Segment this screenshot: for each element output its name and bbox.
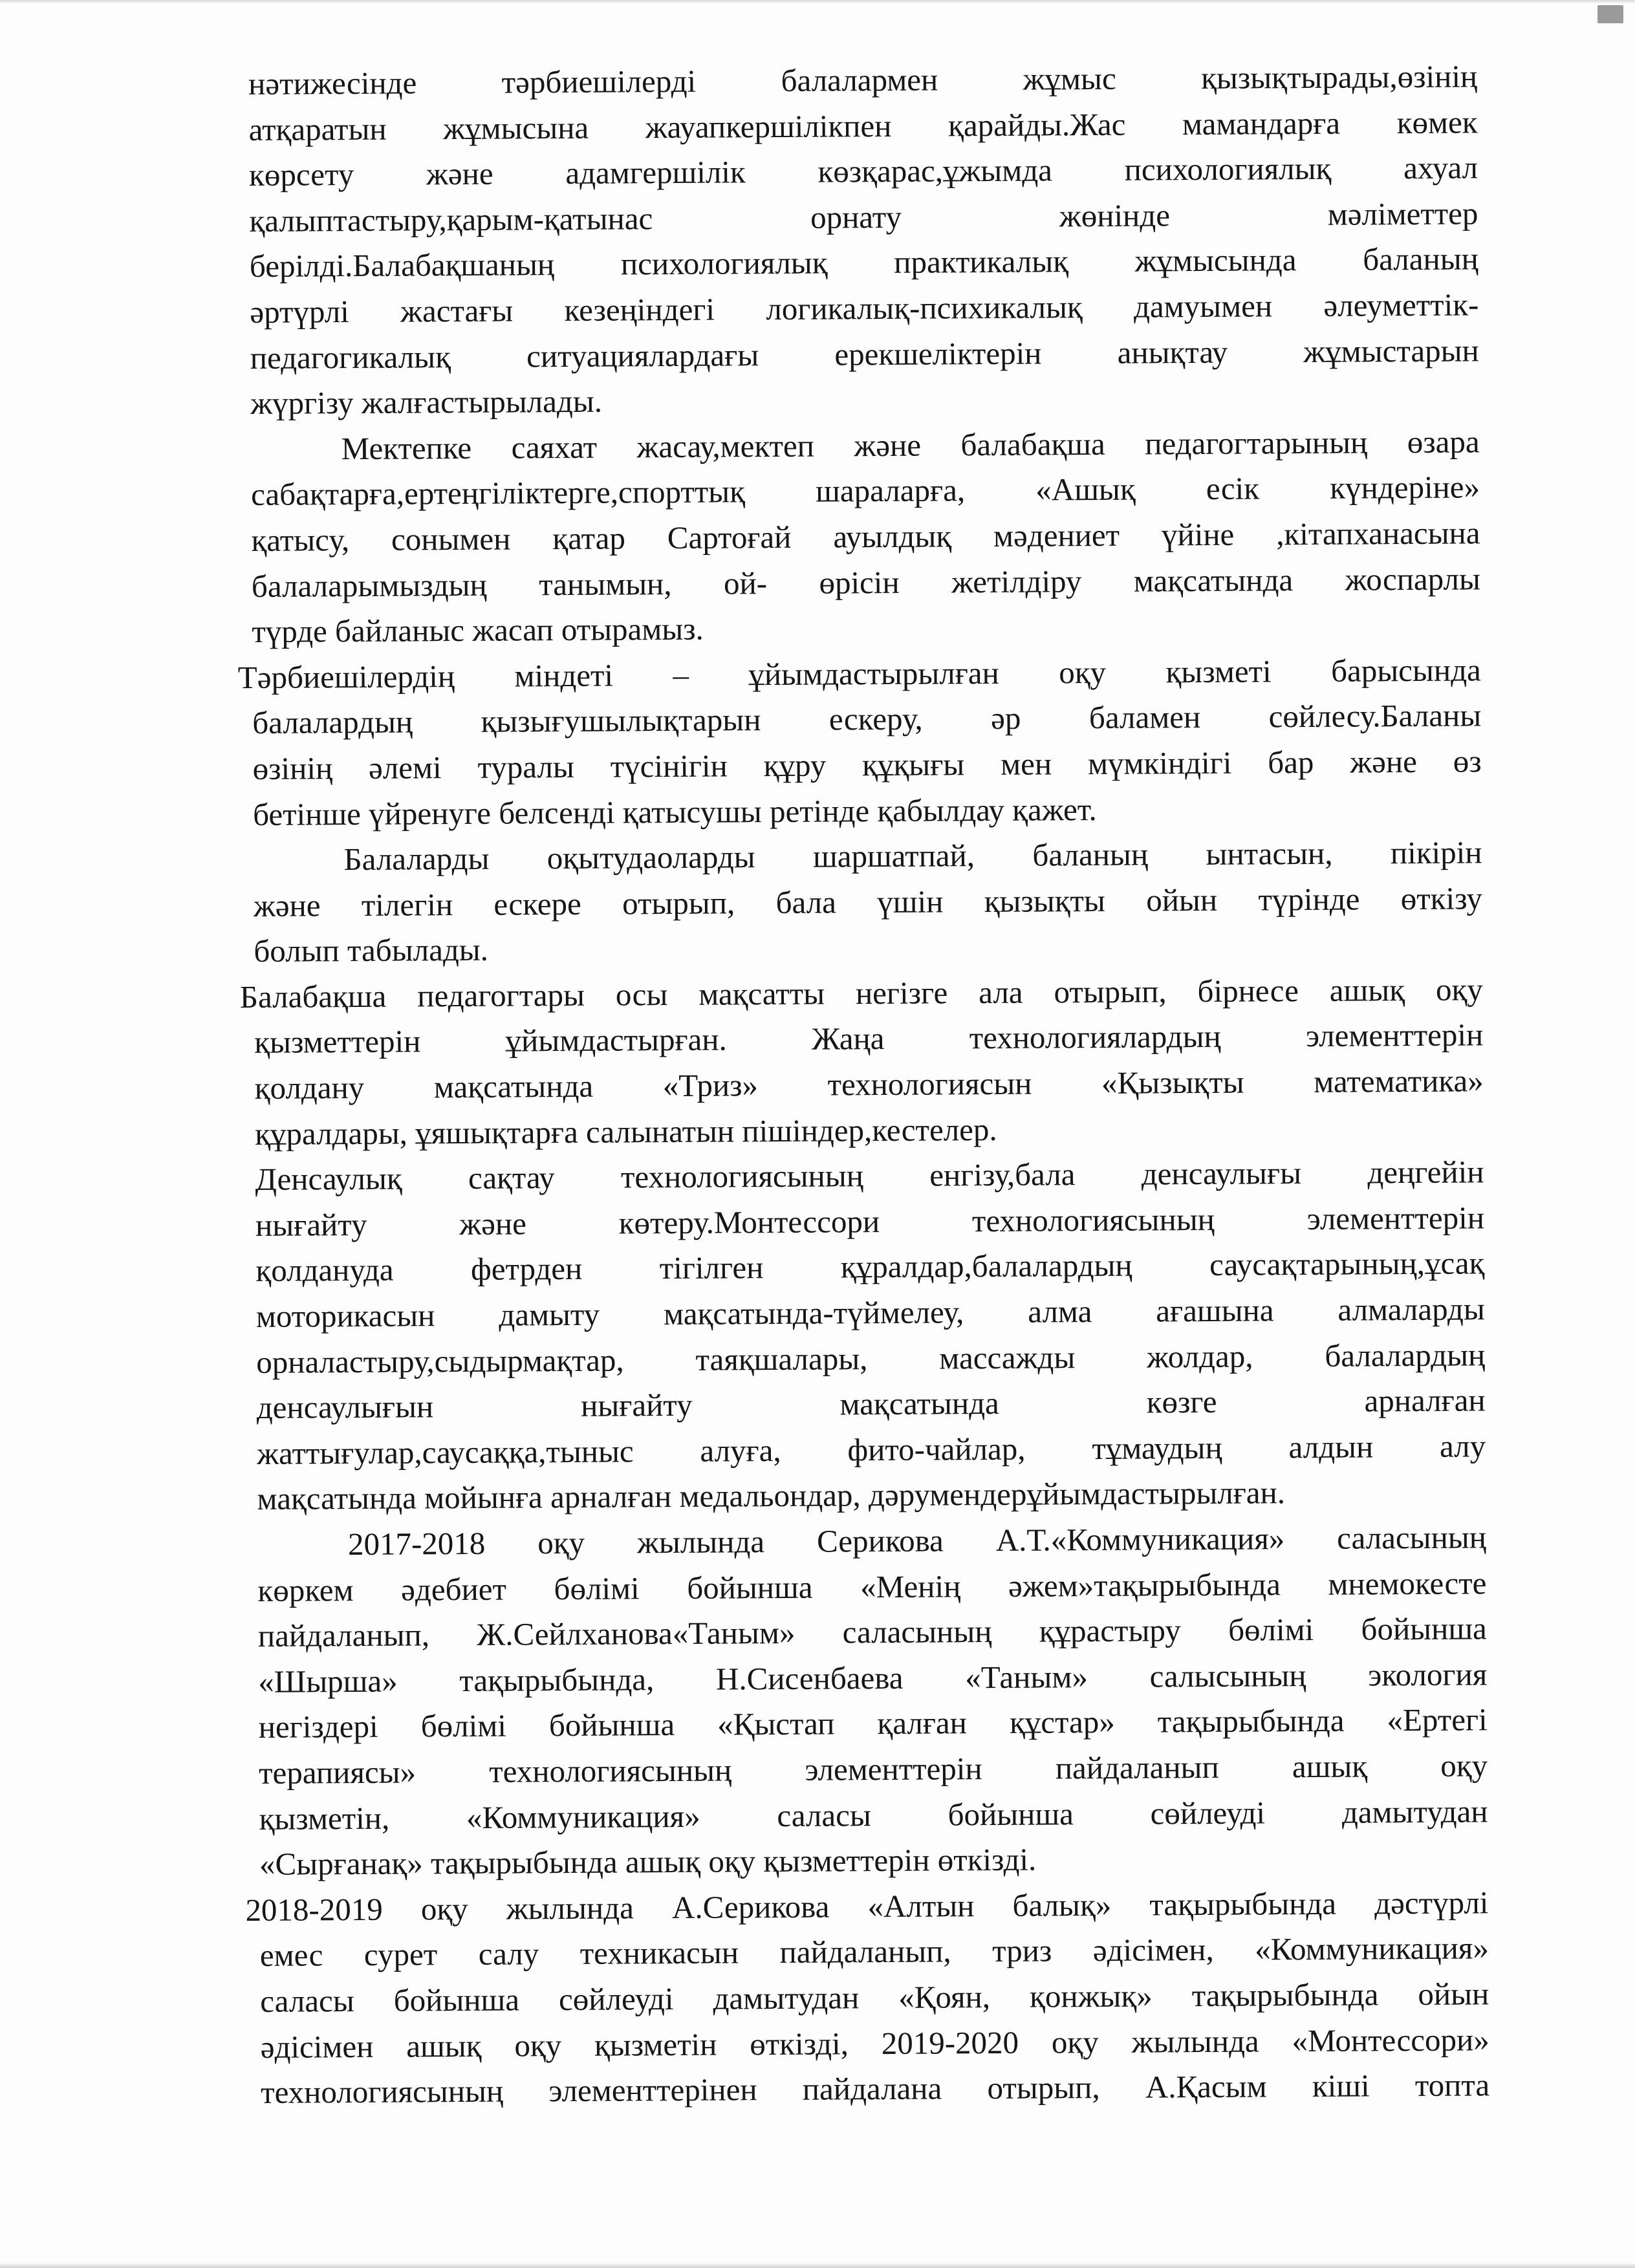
text-line: қатысу, сонымен қатар Сартоғай ауылдық мәдениет үйіне ,кітапханасына [251,515,1480,558]
text-line: Тәрбиешілердің міндеті – ұйымдастырылған оқу қызметі барысында [237,652,1481,695]
text-line: орналастыру,сыдырмақтар, таяқшалары, массажды жолдар, балалардың [256,1336,1486,1380]
text-line: емес сурет салу техникасын пайдаланып, триз әдісімен, «Коммуникация» [259,1930,1489,1974]
text-line: және тілегін ескере отырып, бала үшін қызықты ойын түрінде өткізу [253,880,1483,923]
text-line: «Шырша» тақырыбында, Н.Сисенбаева «Таным» салысының экология [258,1656,1488,1700]
text-line: көрсету және адамгершілік көзқарас,ұжымда психологиялық ахуал [248,149,1478,193]
text-line: 2018-2019 оқу жылында А.Серикова «Алтын балық» тақырыбында дәстүрлі [245,1885,1489,1928]
text-line: Денсаулық сақтау технологиясының енгізу,бала денсаулығы деңгейін [255,1154,1484,1198]
text-line: қызметтерін ұйымдастырған. Жаңа технологиялардың элементтерін [254,1017,1484,1061]
text-line: балаларымыздың танымын, ой- өрісін жетілдіру мақсатында жоспарлы [251,560,1481,604]
scan-edge-top [0,0,1635,4]
scan-edge-bottom [0,2263,1635,2268]
text-line: технологиясының элементтерінен пайдалана отырып, А.Қасым кіші топта [261,2067,1490,2111]
text-line: қолдану мақсатында «Триз» технологиясын «Қызықты математика» [254,1063,1484,1107]
body-text [237,54,1490,2115]
text-line: болып табылады. [254,932,489,969]
text-line: сабақтарға,ертеңгіліктерге,спорттық шараларға, «Ашық есік күндеріне» [250,469,1480,513]
text-line: негіздері бөлімі бойынша «Қыстап қалған құстар» тақырыбында «Ертегі [258,1701,1488,1745]
text-line: «Сырғанақ» тақырыбында ашық оқу қызметтерін өткізді. [259,1841,1037,1883]
text-line: жаттығулар,саусаққа,тыныс алуға, фито-чайлар, тұмаудың алдын алу [256,1428,1486,1471]
text-line: берілді.Балабақшаның психологиялық практикалық жұмысында баланың [249,241,1479,285]
text-line: мақсатында мойынға арналған медальондар, дәрумендерұйымдастырылған. [257,1474,1286,1517]
text-line: бетінше үйренуге белсенді қатысушы ретінде қабылдау қажет. [252,791,1097,832]
text-line: Мектепке саяхат жасау,мектеп және балабақша педагогтарының өзара [341,424,1480,466]
text-line: қызметін, «Коммуникация» саласы бойынша сөйлеуді дамытудан [259,1793,1488,1837]
text-line: жүргізу жалғастырылады. [250,383,603,422]
text-line: 2017-2018 оқу жылында Серикова А.Т.«Коммуникация» саласының [347,1519,1487,1562]
text-line: Балаларды оқытудаоларды шаршатпай, баланың ынтасын, пікірін [343,834,1482,878]
text-line: көркем әдебиет бөлімі бойынша «Менің әжем»тақырыбында мнемокесте [257,1564,1487,1608]
text-line: құралдары, ұяшықтарға салынатын пішіндер,кестелер. [254,1111,997,1152]
text-line: түрде байланыс жасап отырамыз. [252,610,704,650]
scan-corner-mark [1597,5,1623,23]
text-line: моторикасын дамыту мақсатында-түймелеу, алма ағашына алмаларды [255,1291,1485,1334]
text-line: қолдануда фетрден тігілген құралдар,балалардың саусақтарының,ұсақ [255,1245,1485,1289]
text-line: балалардың қызығушылықтарын ескеру, әр баламен сөйлесу.Баланы [252,697,1482,741]
text-line: пайдаланып, Ж.Сейлханова«Таным» саласының құрастыру бөлімі бойынша [257,1610,1488,1654]
text-line: әдісімен ашық оқу қызметін өткізді, 2019-2020 оқу жылында «Монтессори» [260,2021,1489,2065]
text-line: өзінің әлемі туралы түсінігін құру құқығы мен мүмкіндігі бар және өз [252,743,1482,786]
text-line: денсаулығын нығайту мақсатында көзге арналған [256,1382,1486,1426]
text-line: саласы бойынша сөйлеуді дамытудан «Қоян, қонжық» тақырыбында ойын [260,1976,1489,2019]
text-line: Балабақша педагогтары осы мақсатты негізге ала отырып, бірнесе ашық оқу [239,971,1483,1015]
text-line: педагогикалық ситуациялардағы ерекшеліктерін анықтау жұмыстарын [250,332,1479,376]
text-line: нығайту және көтеру.Монтессори технологиясының элементтерін [255,1200,1485,1243]
text-line: әртүрлі жастағы кезеңіндегі логикалық-психикалық дамуымен әлеуметтік- [250,286,1479,330]
text-line: атқаратын жұмысына жауапкершілікпен қарайды.Жас мамандарға көмек [248,103,1478,147]
text-line: нәтижесінде тәрбиешілерді балалармен жұмыс қызықтырады,өзінің [248,58,1478,102]
text-line: қалыптастыру,қарым-қатынас орнату жөнінде мәліметтер [249,195,1478,239]
text-line: терапиясы» технологиясының элементтерін пайдаланып ашық оқу [258,1747,1488,1791]
